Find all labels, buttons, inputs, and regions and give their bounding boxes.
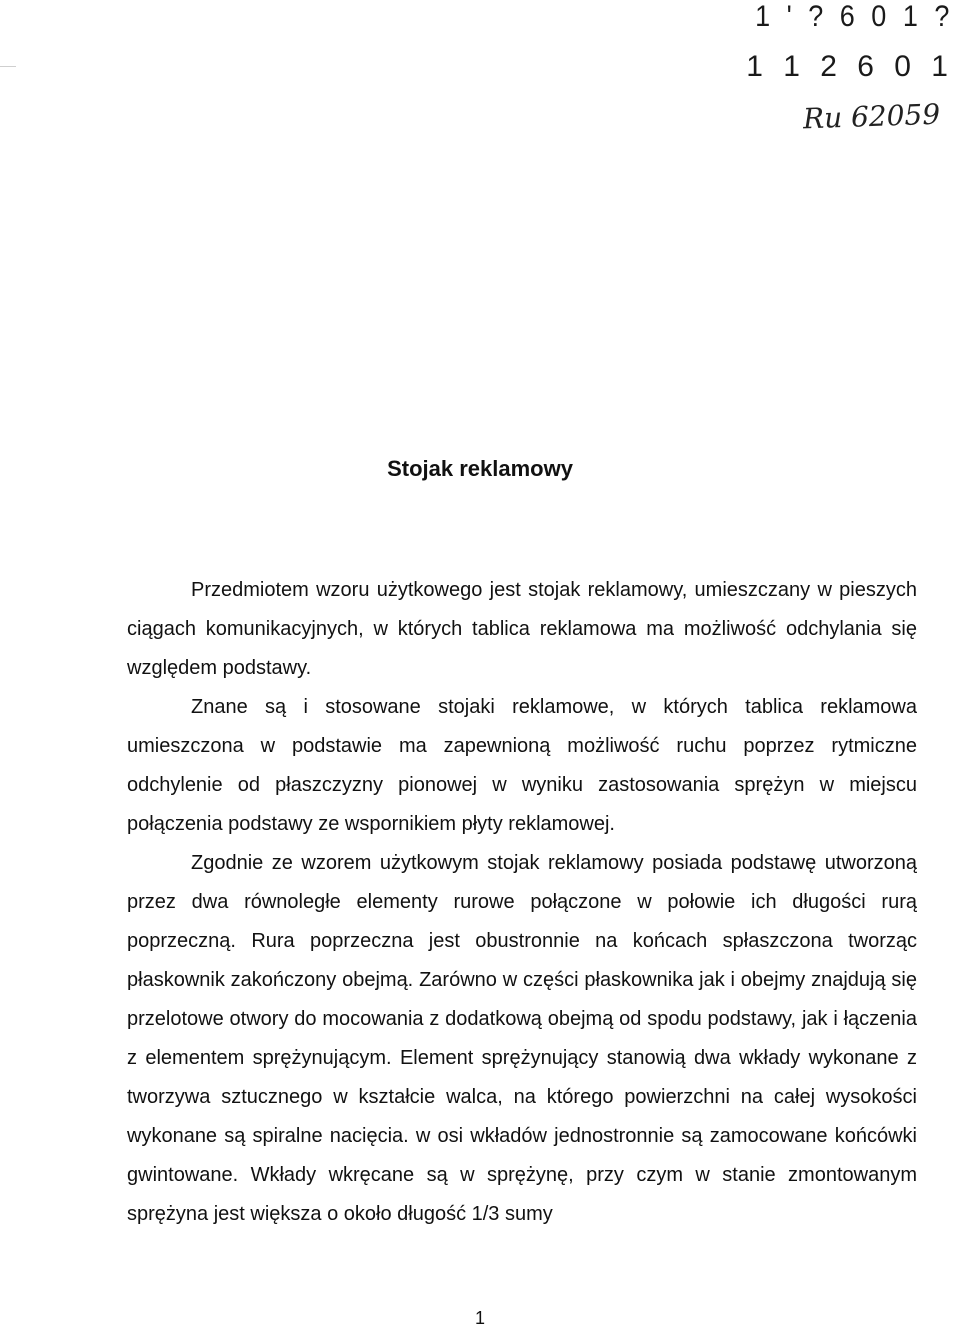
paragraph-subject: Przedmiotem wzoru użytkowego jest stojak reklamowy, umieszczany w pieszych ciągach komunikacyjnych, w których tablica reklamowa ma możliwość odchylania się względem podstawy. <box>127 579 917 679</box>
stamp-top-partial: 1 ' ? 6 0 1 ? <box>755 0 954 33</box>
page-number: 1 <box>474 1308 485 1328</box>
scan-margin-mark <box>0 66 16 67</box>
document-title: Stojak reklamowy <box>387 456 573 481</box>
handwritten-reference: Ru 62059 <box>802 97 941 136</box>
paragraph-description: Zgodnie ze wzorem użytkowym stojak reklamowy posiada podstawę utworzoną przez dwa równoległe elementy rurowe połączone w połowie ich długości rurą poprzeczną. Rura poprzeczna jest obustronnie na końcach spłaszczona tworząc płaskownik zakończony obejmą. Zarówno w części płaskownika jak i obejmy znajdują się przelotowe otwory do mocowania z dodatkową obejmą od spodu podstawy, jak i łączenia z elementem sprężynującym. Element sprężynujący stanowią dwa wkłady wykonane z tworzywa sztucznego w kształcie walca, na którego powierzchni na całej wysokości wykonane są spiralne nacięcia. w osi wkładów jednostronnie są zamocowane końcówki gwintowane. Wkłady wkręcane są w sprężynę, przy czym w stanie zmontowanym sprężyna jest większa o około długość 1/3 sumy <box>127 852 917 1225</box>
document-body <box>127 571 917 1234</box>
registration-number-stamp: 1 1 2 6 0 1 <box>746 50 954 83</box>
paragraph-prior-art: Znane są i stosowane stojaki reklamowe, w których tablica reklamowa umieszczona w podstawie ma zapewnioną możliwość ruchu poprzez rytmiczne odchylenie od płaszczyzny pionowej w wyniku zastosowania sprężyn w miejscu połączenia podstawy ze wspornikiem płyty reklamowej. <box>127 696 917 835</box>
